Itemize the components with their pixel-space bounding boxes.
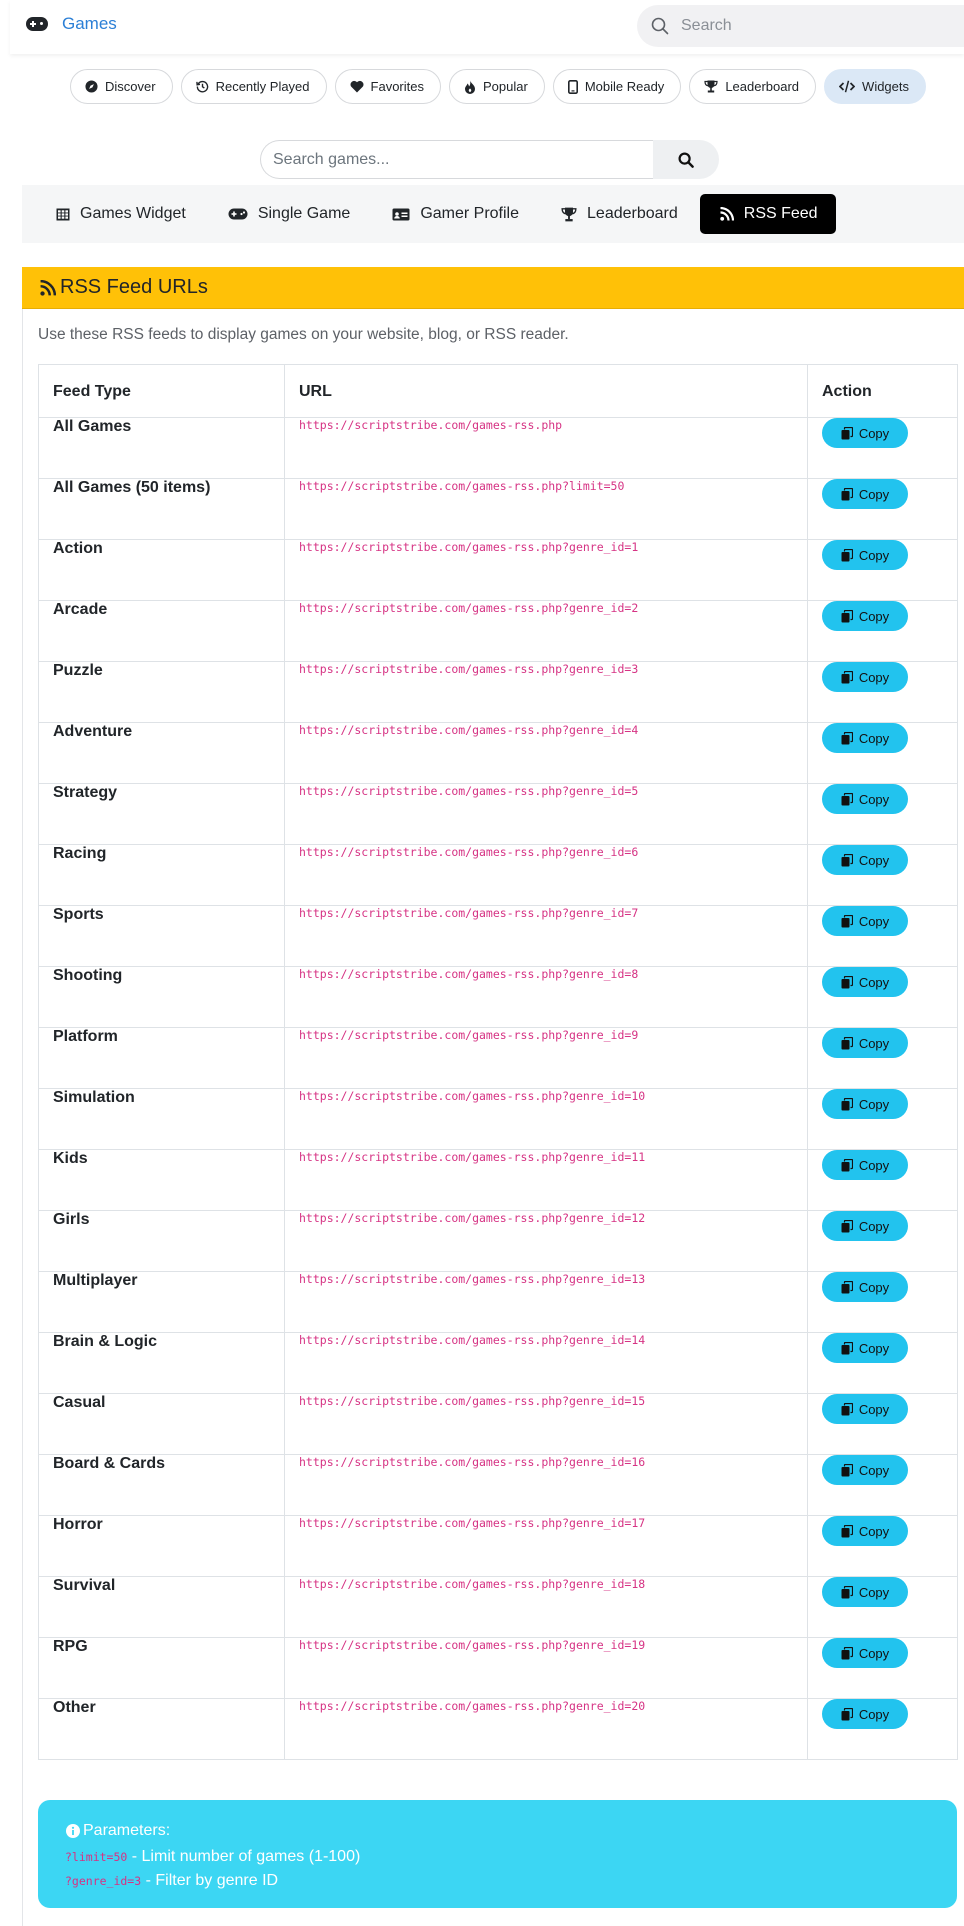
table-row — [39, 540, 958, 601]
table-row — [39, 723, 958, 784]
feed-type-cell: All Games (50 items) — [39, 479, 285, 540]
copy-button[interactable] — [822, 906, 908, 936]
action-cell — [808, 1089, 958, 1150]
feed-type-cell: Girls — [39, 1211, 285, 1272]
widget-tabs — [22, 185, 964, 243]
category-pills — [70, 69, 944, 105]
action-cell — [808, 1577, 958, 1638]
column-header-feed-type: Feed Type — [39, 365, 285, 418]
feed-type-cell: Survival — [39, 1577, 285, 1638]
table-row — [39, 1577, 958, 1638]
action-cell — [808, 967, 958, 1028]
tab-rss-feed[interactable] — [700, 194, 836, 234]
feed-url-cell: https://scriptstribe.com/games-rss.php?genre_id=3 — [285, 662, 808, 723]
copy-icon — [841, 1525, 853, 1538]
copy-button-label: Copy — [858, 669, 890, 685]
game-search-button[interactable] — [653, 140, 719, 179]
copy-button-label: Copy — [858, 1584, 890, 1600]
feed-type-cell: Casual — [39, 1394, 285, 1455]
feed-type-cell: Action — [39, 540, 285, 601]
copy-button-label: Copy — [858, 1462, 890, 1478]
table-row — [39, 1089, 958, 1150]
action-cell — [808, 1272, 958, 1333]
pill-label: Mobile Ready — [584, 79, 665, 94]
feed-url-cell: https://scriptstribe.com/games-rss.php?genre_id=4 — [285, 723, 808, 784]
pill-label: Recently Played — [215, 79, 310, 94]
action-cell — [808, 1150, 958, 1211]
copy-button[interactable] — [822, 1394, 908, 1424]
copy-button-label: Copy — [858, 1218, 890, 1234]
feed-url-cell: https://scriptstribe.com/games-rss.php?genre_id=8 — [285, 967, 808, 1028]
copy-button-label: Copy — [858, 1706, 890, 1722]
pill-discover[interactable] — [70, 69, 173, 104]
game-search-input[interactable] — [260, 140, 653, 179]
column-header-action: Action — [808, 365, 958, 418]
copy-icon — [841, 793, 853, 806]
table-icon — [56, 208, 70, 221]
copy-icon — [841, 1708, 853, 1721]
mobile-icon — [568, 80, 578, 94]
info-icon — [65, 1823, 81, 1839]
parameters-box — [38, 1800, 957, 1908]
table-row — [39, 1699, 958, 1760]
copy-icon — [841, 1403, 853, 1416]
rss-feed-table — [38, 364, 958, 1760]
copy-button[interactable] — [822, 845, 908, 875]
copy-icon — [841, 1647, 853, 1660]
copy-icon — [841, 549, 853, 562]
copy-button[interactable] — [822, 601, 908, 631]
copy-button-label: Copy — [858, 730, 890, 746]
copy-button-label: Copy — [858, 1401, 890, 1417]
copy-icon — [841, 1281, 853, 1294]
action-cell — [808, 845, 958, 906]
gamepad-icon — [26, 17, 48, 31]
action-cell — [808, 418, 958, 479]
feed-type-cell: Racing — [39, 845, 285, 906]
feed-url-cell: https://scriptstribe.com/games-rss.php?genre_id=13 — [285, 1272, 808, 1333]
table-row — [39, 601, 958, 662]
action-cell — [808, 1638, 958, 1699]
action-cell — [808, 1394, 958, 1455]
feed-url-cell: https://scriptstribe.com/games-rss.php?genre_id=9 — [285, 1028, 808, 1089]
table-row — [39, 479, 958, 540]
table-row — [39, 1211, 958, 1272]
copy-button-label: Copy — [858, 425, 890, 441]
top-search-placeholder[interactable]: Search — [681, 17, 732, 34]
copy-button[interactable] — [822, 1638, 908, 1668]
card-title: RSS Feed URLs — [60, 276, 208, 298]
copy-button-label: Copy — [858, 974, 890, 990]
table-row — [39, 1516, 958, 1577]
copy-button-label: Copy — [858, 608, 890, 624]
copy-button-label: Copy — [858, 547, 890, 563]
copy-icon — [841, 732, 853, 745]
copy-button-label: Copy — [858, 1340, 890, 1356]
table-row — [39, 1272, 958, 1333]
copy-button-label: Copy — [858, 791, 890, 807]
feed-type-cell: Horror — [39, 1516, 285, 1577]
parameters-title-row — [65, 1822, 930, 1840]
feed-url-cell: https://scriptstribe.com/games-rss.php?genre_id=5 — [285, 784, 808, 845]
pill-popular[interactable] — [449, 69, 545, 104]
trophy-icon — [704, 80, 718, 93]
copy-icon — [841, 1586, 853, 1599]
copy-button[interactable] — [822, 1455, 908, 1485]
action-cell — [808, 1333, 958, 1394]
tab-games-widget[interactable] — [36, 194, 204, 234]
table-row — [39, 1150, 958, 1211]
fire-icon — [464, 80, 476, 94]
feed-url-cell: https://scriptstribe.com/games-rss.php?genre_id=16 — [285, 1455, 808, 1516]
feed-type-cell: Board & Cards — [39, 1455, 285, 1516]
pill-mobile-ready[interactable] — [553, 69, 682, 104]
copy-icon — [841, 1037, 853, 1050]
table-row — [39, 906, 958, 967]
parameter-genre-id — [65, 1873, 930, 1889]
table-row — [39, 418, 958, 479]
feed-type-cell: Platform — [39, 1028, 285, 1089]
tab-gamer-profile[interactable] — [372, 194, 537, 234]
parameter-code: ?limit=50 — [65, 1850, 128, 1864]
top-navbar — [10, 0, 964, 54]
copy-button[interactable] — [822, 1028, 908, 1058]
copy-button[interactable] — [822, 1211, 908, 1241]
feed-url-cell: https://scriptstribe.com/games-rss.php?genre_id=10 — [285, 1089, 808, 1150]
table-header-row — [39, 365, 958, 418]
parameter-description: - Filter by genre ID — [141, 1872, 279, 1889]
feed-url-cell: https://scriptstribe.com/games-rss.php?genre_id=11 — [285, 1150, 808, 1211]
tab-label: Games Widget — [80, 205, 186, 222]
action-cell — [808, 601, 958, 662]
copy-icon — [841, 1342, 853, 1355]
pill-label: Leaderboard — [725, 79, 800, 94]
table-row — [39, 1394, 958, 1455]
copy-icon — [841, 1098, 853, 1111]
pill-widgets[interactable] — [824, 69, 926, 104]
copy-button-label: Copy — [858, 913, 890, 929]
table-row — [39, 1455, 958, 1516]
feed-url-cell: https://scriptstribe.com/games-rss.php?genre_id=1 — [285, 540, 808, 601]
feed-url-cell: https://scriptstribe.com/games-rss.php?genre_id=7 — [285, 906, 808, 967]
feed-url-cell: https://scriptstribe.com/games-rss.php?genre_id=12 — [285, 1211, 808, 1272]
code-icon — [839, 80, 855, 93]
feed-url-cell: https://scriptstribe.com/games-rss.php?genre_id=20 — [285, 1699, 808, 1760]
pill-label: Popular — [483, 79, 528, 94]
pill-leaderboard[interactable] — [689, 69, 816, 104]
card-border — [22, 309, 23, 1926]
feed-type-cell: Simulation — [39, 1089, 285, 1150]
feed-url-cell: https://scriptstribe.com/games-rss.php?genre_id=6 — [285, 845, 808, 906]
copy-button[interactable] — [822, 1150, 908, 1180]
copy-button[interactable] — [822, 1333, 908, 1363]
feed-type-cell: Adventure — [39, 723, 285, 784]
feed-type-cell: Shooting — [39, 967, 285, 1028]
action-cell — [808, 479, 958, 540]
feed-type-cell: Strategy — [39, 784, 285, 845]
table-row — [39, 784, 958, 845]
copy-button-label: Copy — [858, 1645, 890, 1661]
copy-button[interactable] — [822, 723, 908, 753]
copy-icon — [841, 1464, 853, 1477]
parameters-title: Parameters: — [83, 1822, 171, 1839]
rss-card-header — [22, 267, 964, 309]
feed-type-cell: All Games — [39, 418, 285, 479]
history-icon — [196, 80, 209, 93]
brand[interactable] — [26, 14, 117, 34]
copy-icon — [841, 1220, 853, 1233]
brand-label[interactable]: Games — [62, 14, 117, 33]
parameter-code: ?genre_id=3 — [65, 1874, 142, 1888]
column-header-url: URL — [285, 365, 808, 418]
id-card-icon — [392, 208, 410, 221]
pill-favorites[interactable] — [335, 69, 441, 104]
copy-button-label: Copy — [858, 852, 890, 868]
compass-icon — [85, 80, 98, 93]
search-icon — [651, 17, 669, 35]
feed-type-cell: Multiplayer — [39, 1272, 285, 1333]
feed-type-cell: Sports — [39, 906, 285, 967]
trophy-icon — [561, 207, 577, 222]
copy-button[interactable] — [822, 1089, 908, 1119]
tab-label: RSS Feed — [743, 205, 818, 222]
feed-url-cell: https://scriptstribe.com/games-rss.php?genre_id=18 — [285, 1577, 808, 1638]
copy-icon — [841, 488, 853, 501]
top-search-box[interactable] — [637, 5, 964, 47]
action-cell — [808, 662, 958, 723]
copy-button-label: Copy — [858, 1096, 890, 1112]
table-row — [39, 967, 958, 1028]
card-description: Use these RSS feeds to display games on your website, blog, or RSS reader. — [38, 326, 569, 343]
action-cell — [808, 1028, 958, 1089]
parameter-description: - Limit number of games (1-100) — [127, 1848, 361, 1865]
feed-url-cell: https://scriptstribe.com/games-rss.php?limit=50 — [285, 479, 808, 540]
action-cell — [808, 540, 958, 601]
rss-icon — [720, 207, 734, 221]
game-search-bar — [260, 140, 719, 179]
parameter-limit — [65, 1849, 930, 1865]
feed-url-cell: https://scriptstribe.com/games-rss.php — [285, 418, 808, 479]
feed-type-cell: Brain & Logic — [39, 1333, 285, 1394]
pill-recently-played[interactable] — [181, 69, 327, 104]
copy-button-label: Copy — [858, 1279, 890, 1295]
tab-label: Leaderboard — [587, 205, 678, 222]
feed-url-cell: https://scriptstribe.com/games-rss.php?genre_id=17 — [285, 1516, 808, 1577]
tab-leaderboard[interactable] — [541, 194, 696, 234]
copy-icon — [841, 976, 853, 989]
table-row — [39, 845, 958, 906]
search-icon — [678, 152, 694, 168]
copy-button[interactable] — [822, 784, 908, 814]
action-cell — [808, 906, 958, 967]
copy-button[interactable] — [822, 1577, 908, 1607]
copy-button[interactable] — [822, 1516, 908, 1546]
gamepad-icon — [228, 208, 248, 220]
tab-single-game[interactable] — [208, 194, 369, 234]
copy-button-label: Copy — [858, 1157, 890, 1173]
copy-icon — [841, 610, 853, 623]
tab-label: Single Game — [257, 205, 351, 222]
feed-url-cell: https://scriptstribe.com/games-rss.php?genre_id=19 — [285, 1638, 808, 1699]
action-cell — [808, 1516, 958, 1577]
table-row — [39, 1333, 958, 1394]
feed-url-cell: https://scriptstribe.com/games-rss.php?genre_id=15 — [285, 1394, 808, 1455]
feed-url-cell: https://scriptstribe.com/games-rss.php?genre_id=2 — [285, 601, 808, 662]
action-cell — [808, 723, 958, 784]
copy-icon — [841, 671, 853, 684]
action-cell — [808, 784, 958, 845]
heart-icon — [350, 80, 364, 93]
copy-button[interactable] — [822, 1699, 908, 1729]
copy-button[interactable] — [822, 967, 908, 997]
action-cell — [808, 1699, 958, 1760]
copy-button-label: Copy — [858, 1523, 890, 1539]
copy-icon — [841, 915, 853, 928]
copy-button[interactable] — [822, 662, 908, 692]
feed-type-cell: Kids — [39, 1150, 285, 1211]
copy-button[interactable] — [822, 1272, 908, 1302]
table-row — [39, 1028, 958, 1089]
action-cell — [808, 1211, 958, 1272]
copy-icon — [841, 1159, 853, 1172]
table-row — [39, 662, 958, 723]
feed-url-cell: https://scriptstribe.com/games-rss.php?genre_id=14 — [285, 1333, 808, 1394]
feed-type-cell: RPG — [39, 1638, 285, 1699]
feed-type-cell: Arcade — [39, 601, 285, 662]
pill-label: Discover — [105, 79, 156, 94]
pill-label: Widgets — [862, 79, 910, 94]
copy-button[interactable] — [822, 540, 908, 570]
feed-type-cell: Puzzle — [39, 662, 285, 723]
copy-button[interactable] — [822, 418, 908, 448]
copy-icon — [841, 427, 853, 440]
feed-type-cell: Other — [39, 1699, 285, 1760]
copy-icon — [841, 854, 853, 867]
rss-icon — [40, 280, 56, 296]
copy-button-label: Copy — [858, 486, 890, 502]
tab-label: Gamer Profile — [420, 205, 520, 222]
copy-button-label: Copy — [858, 1035, 890, 1051]
action-cell — [808, 1455, 958, 1516]
copy-button[interactable] — [822, 479, 908, 509]
pill-label: Favorites — [370, 79, 424, 94]
table-row — [39, 1638, 958, 1699]
